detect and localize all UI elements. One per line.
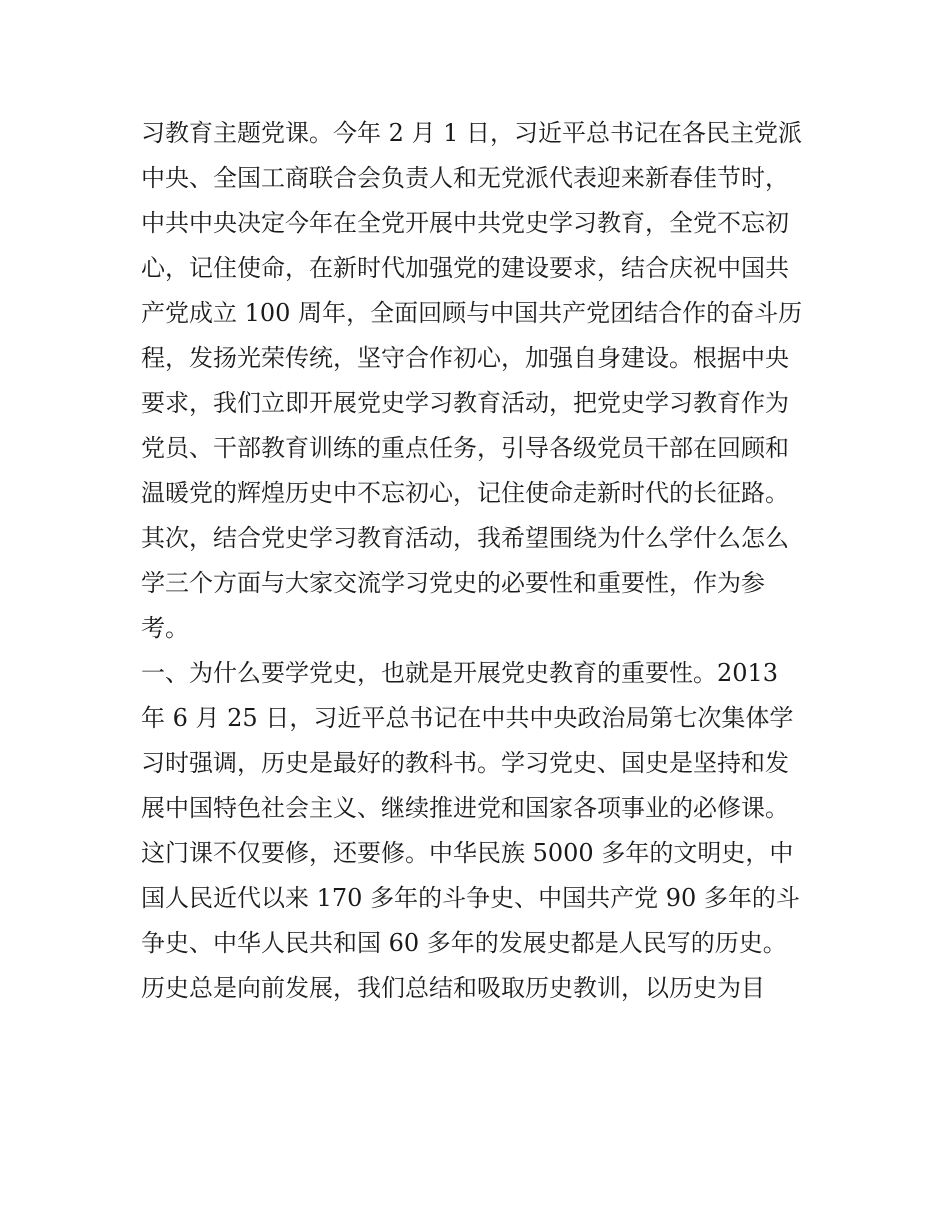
text-line: 习教育主题党课。今年 2 月 1 日，习近平总书记在各民主党派 [141, 119, 803, 147]
body-text [141, 111, 821, 1011]
text-line: 考。 [141, 614, 189, 642]
text-line: 其次，结合党史学习教育活动，我希望围绕为什么学什么怎么 [141, 524, 789, 552]
text-line: 中央、全国工商联合会负责人和无党派代表迎来新春佳节时， [141, 164, 789, 192]
text-line: 学三个方面与大家交流学习党史的必要性和重要性，作为参 [141, 569, 765, 597]
text-line: 温暖党的辉煌历史中不忘初心，记住使命走新时代的长征路。 [141, 479, 789, 507]
text-line: 心，记住使命，在新时代加强党的建设要求，结合庆祝中国共 [141, 254, 789, 282]
text-line: 这门课不仅要修，还要修。中华民族 5000 多年的文明史，中 [141, 839, 794, 867]
text-line: 争史、中华人民共和国 60 多年的发展史都是人民写的历史。 [141, 929, 787, 957]
text-line: 党员、干部教育训练的重点任务，引导各级党员干部在回顾和 [141, 434, 789, 462]
text-line: 要求，我们立即开展党史学习教育活动，把党史学习教育作为 [141, 389, 789, 417]
text-line: 年 6 月 25 日，习近平总书记在中共中央政治局第七次集体学 [141, 704, 794, 732]
text-line: 中共中央决定今年在全党开展中共党史学习教育，全党不忘初 [141, 209, 789, 237]
text-line: 程，发扬光荣传统，坚守合作初心，加强自身建设。根据中央 [141, 344, 789, 372]
text-line: 国人民近代以来 170 多年的斗争史、中国共产党 90 多年的斗 [141, 884, 800, 912]
text-line: 历史总是向前发展，我们总结和吸取历史教训，以历史为目 [141, 974, 765, 1002]
text-line: 展中国特色社会主义、继续推进党和国家各项事业的必修课。 [141, 794, 789, 822]
text-line: 习时强调，历史是最好的教科书。学习党史、国史是坚持和发 [141, 749, 789, 777]
text-line: 一、为什么要学党史，也就是开展党史教育的重要性。2013 [141, 659, 779, 687]
text-line: 产党成立 100 周年，全面回顾与中国共产党团结合作的奋斗历 [141, 299, 803, 327]
